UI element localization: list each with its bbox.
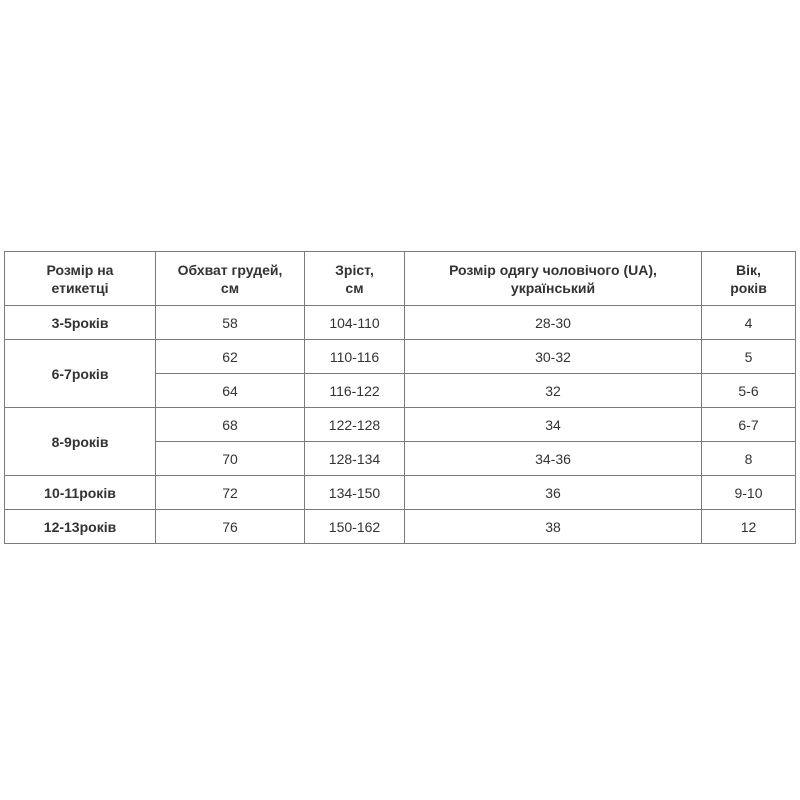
- ua-size-cell: 36: [405, 476, 702, 510]
- height-cell: 134-150: [305, 476, 405, 510]
- table-row: [5, 408, 796, 442]
- size-label-cell: 10-11років: [5, 476, 156, 510]
- age-cell: 5: [702, 340, 796, 374]
- header-age: Вік, років: [702, 252, 796, 306]
- height-cell: 150-162: [305, 510, 405, 544]
- height-cell: 104-110: [305, 306, 405, 340]
- age-cell: 6-7: [702, 408, 796, 442]
- ua-size-cell: 34-36: [405, 442, 702, 476]
- chest-cell: 62: [156, 340, 305, 374]
- table-row: [5, 510, 796, 544]
- chest-cell: 76: [156, 510, 305, 544]
- table-row: [5, 340, 796, 374]
- height-cell: 128-134: [305, 442, 405, 476]
- height-cell: 116-122: [305, 374, 405, 408]
- header-row: [5, 252, 796, 306]
- ua-size-cell: 32: [405, 374, 702, 408]
- header-label-size: Розмір на етикетці: [5, 252, 156, 306]
- ua-size-cell: 38: [405, 510, 702, 544]
- header-height: Зріст, см: [305, 252, 405, 306]
- size-label-cell: 8-9років: [5, 408, 156, 476]
- chest-cell: 70: [156, 442, 305, 476]
- height-cell: 122-128: [305, 408, 405, 442]
- size-label-cell: 3-5років: [5, 306, 156, 340]
- ua-size-cell: 34: [405, 408, 702, 442]
- ua-size-cell: 30-32: [405, 340, 702, 374]
- size-chart-table: [4, 251, 796, 544]
- table-row: [5, 476, 796, 510]
- ua-size-cell: 28-30: [405, 306, 702, 340]
- age-cell: 8: [702, 442, 796, 476]
- age-cell: 9-10: [702, 476, 796, 510]
- age-cell: 5-6: [702, 374, 796, 408]
- chest-cell: 72: [156, 476, 305, 510]
- header-chest: Обхват грудей, см: [156, 252, 305, 306]
- age-cell: 12: [702, 510, 796, 544]
- chest-cell: 58: [156, 306, 305, 340]
- chest-cell: 64: [156, 374, 305, 408]
- chest-cell: 68: [156, 408, 305, 442]
- size-label-cell: 12-13років: [5, 510, 156, 544]
- size-label-cell: 6-7років: [5, 340, 156, 408]
- height-cell: 110-116: [305, 340, 405, 374]
- age-cell: 4: [702, 306, 796, 340]
- table-row: [5, 306, 796, 340]
- header-ua-size: Розмір одягу чоловічого (UA), український: [405, 252, 702, 306]
